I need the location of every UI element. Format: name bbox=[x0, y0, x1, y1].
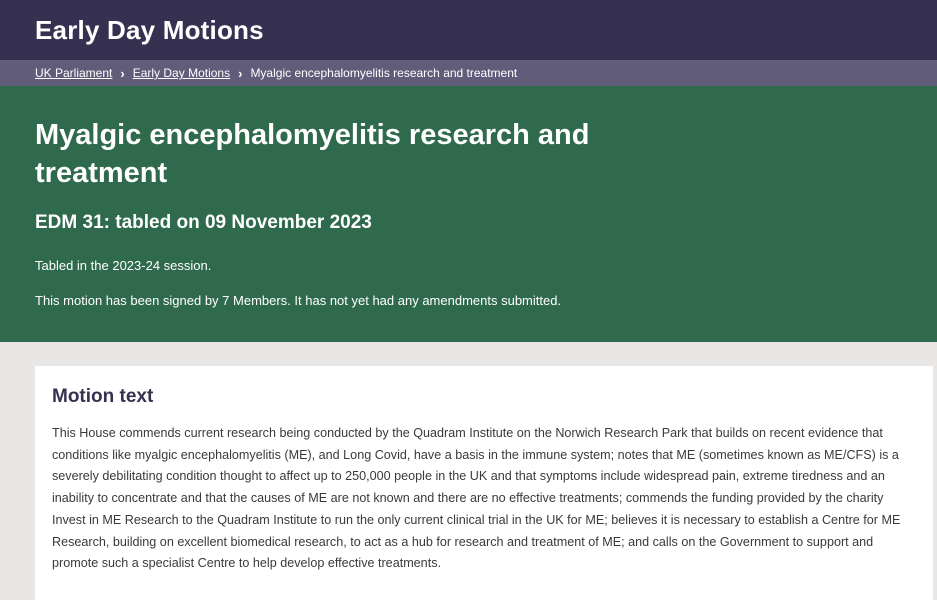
site-header bbox=[0, 0, 937, 60]
motion-text-body: This House commends current research being conducted by the Quadram Institute on the Norwich Research Park that builds on recent evidence that conditions like myalgic encephalomyelitis (ME), and Long Covid, have a basis in the immune system; notes that ME (sometimes known as ME/CFS) is a severely debilitating condition thought to affect up to 250,000 people in the UK and that symptoms include widespread pain, extreme tiredness and an inability to concentrate and that the causes of ME are not known and there are no effective treatments; commends the funding provided by the charity Invest in ME Research to the Quadram Institute to run the only current clinical trial in the UK for ME; believes it is necessary to establish a Centre for ME Research, building on excellent biomedical research, to act as a hub for research and treatment of ME; and calls on the Government to support and promote such a specialist Centre to help develop effective treatments. bbox=[52, 426, 901, 571]
motion-text-card bbox=[35, 366, 933, 600]
session-info: Tabled in the 2023-24 session. bbox=[35, 258, 212, 273]
site-title[interactable]: Early Day Motions bbox=[35, 14, 264, 45]
signatures-info: This motion has been signed by 7 Members. It has not yet had any amendments submitted. bbox=[35, 293, 562, 308]
motion-text-heading: Motion text bbox=[52, 386, 154, 407]
chevron-right-icon: › bbox=[120, 65, 125, 81]
breadcrumb-link-early-day-motions[interactable]: Early Day Motions bbox=[132, 66, 231, 80]
breadcrumb-link-uk-parliament[interactable]: UK Parliament bbox=[35, 66, 113, 80]
motion-hero bbox=[0, 86, 937, 342]
page-title: Myalgic encephalomyelitis research and treatment bbox=[35, 119, 590, 189]
motion-subtitle: EDM 31: tabled on 09 November 2023 bbox=[35, 212, 372, 233]
breadcrumb-current: Myalgic encephalomyelitis research and treatment bbox=[250, 66, 518, 80]
breadcrumb bbox=[0, 60, 937, 86]
chevron-right-icon: › bbox=[238, 65, 243, 81]
